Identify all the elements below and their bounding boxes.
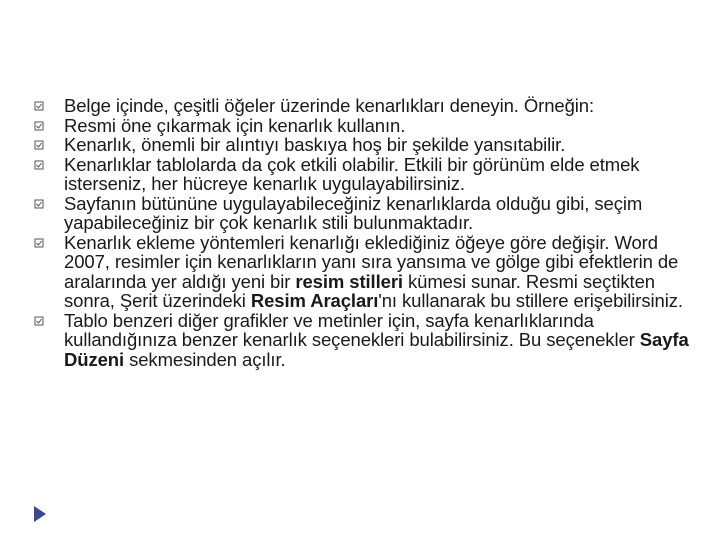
bullet-item	[34, 311, 694, 370]
next-slide-triangle-icon[interactable]	[33, 505, 47, 523]
text-run: Resmi öne çıkarmak için kenarlık kullanın.	[64, 114, 406, 136]
bullet-text	[64, 232, 683, 312]
text-run: 'nı kullanarak bu stillere erişebilirsiniz.	[378, 290, 683, 311]
bullet-text	[64, 154, 639, 195]
bold-text: Sayfa Düzeni	[64, 329, 689, 370]
box-bullet-icon	[34, 199, 44, 209]
text-run: Kenarlık, önemli bir alıntıyı baskıya hoş bir şekilde yansıtabilir.	[64, 134, 566, 155]
box-bullet-icon	[34, 160, 44, 170]
box-bullet-icon	[34, 121, 44, 131]
text-run: Tablo benzeri diğer grafikler ve metinler için, sayfa kenarlıklarında kullandığınıza benzer kenarlık seçenekleri bulabilirsiniz. Bu seçenekler	[64, 309, 640, 350]
box-bullet-icon	[34, 316, 44, 326]
bold-text: resim stilleri	[295, 270, 403, 292]
bullet-text	[64, 134, 565, 155]
bullet-item	[34, 135, 694, 155]
text-run: Belge içinde, çeşitli öğeler üzerinde kenarlıkları deneyin. Örneğin:	[64, 95, 594, 116]
box-bullet-icon	[34, 238, 44, 248]
bullet-item	[34, 194, 694, 233]
bullet-item	[34, 96, 694, 116]
text-run: Kenarlıklar tablolarda da çok etkili olabilir. Etkili bir görünüm elde etmek isterseniz, her hücreye kenarlık uygulayabilirsiniz.	[64, 153, 640, 194]
bullet-text	[64, 115, 405, 136]
bullet-text	[64, 310, 689, 370]
text-run: Sayfanın bütününe uygulayabileceğiniz kenarlıklarda olduğu gibi, seçim yapabileceğiniz bir çok kenarlık stili bulunmaktadır.	[64, 192, 643, 233]
text-run: Kenarlık ekleme yöntemleri kenarlığı eklediğiniz öğeye göre değişir. Word 2007, resimler için kenarlıkların yanı sıra yansıma ve gölge gibi efektlerin de aralarında yer aldığı yeni bir	[64, 231, 679, 292]
box-bullet-icon	[34, 101, 44, 111]
bullet-item	[34, 155, 694, 194]
bold-text: Resim Araçları	[250, 290, 379, 311]
bullet-text	[64, 95, 594, 116]
bullet-list	[34, 96, 694, 369]
box-bullet-icon	[34, 140, 44, 150]
bullet-item	[34, 116, 694, 136]
bullet-text	[64, 193, 642, 234]
text-run: kümesi sunar. Resmi seçtikten sonra, Şerit üzerindeki	[64, 270, 655, 311]
text-run: sekmesinden açılır.	[124, 348, 286, 370]
bullet-item	[34, 233, 694, 311]
